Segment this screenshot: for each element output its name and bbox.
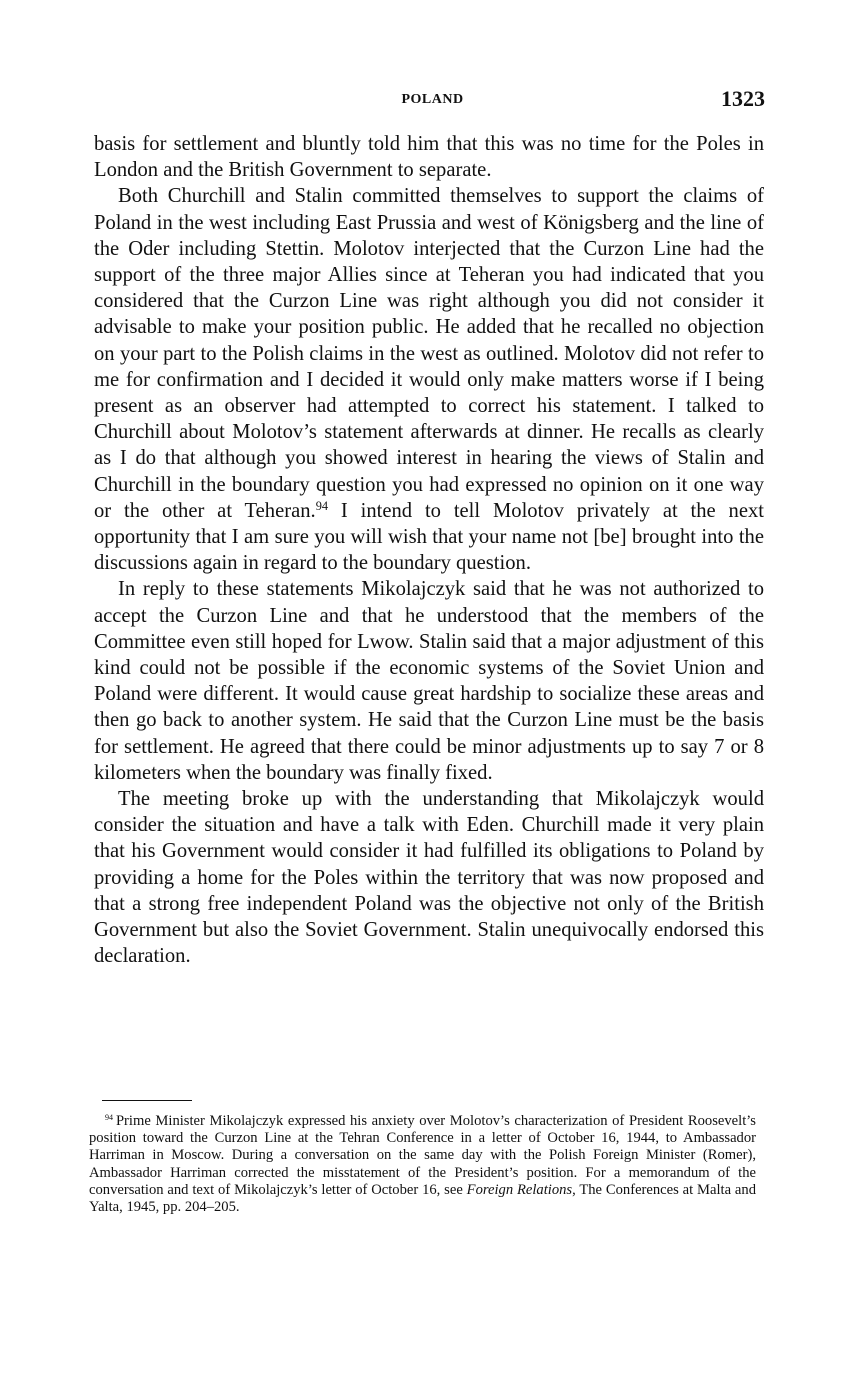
- paragraph-2-continuation: I intend to tell Molotov privately at the next opportunity that I am sure you will wish that your name not [be] brought into the discussions again in regard to the boundary question.: [94, 499, 765, 575]
- page-number: 1323: [721, 86, 765, 111]
- running-title: POLAND: [401, 92, 464, 107]
- paragraph-2: [94, 183, 764, 576]
- body-text: [94, 131, 764, 970]
- paragraph-2-text: Both Churchill and Stalin committed themselves to support the claims of Poland in the west including East Prussia and west of Königsberg and the line of the Oder including Stettin. Molotov interjected that the Curzon Line had the support of the three major Allies since at Teheran you had indicated that you considered that the Curzon Line was right although you did not consider it advisable to make your position public. He added that he recalled no objection on your part to the Polish claims in the west as outlined. Molotov did not refer to me for confirmation and I decided it would only make matters worse if I being present as an observer had attempted to correct his statement. I talked to Churchill about Molotov’s statement afterwards at dinner. He recalls as clearly as I do that although you showed interest in hearing the views of Stalin and Churchill in the boundary question you had expressed no opinion on it one way or the other at Teheran.: [94, 185, 764, 522]
- footnote-divider: [102, 1100, 192, 1101]
- paragraph-1: basis for settlement and bluntly told him that this was no time for the Poles in London and the British Government to separate.: [94, 133, 764, 182]
- footnote-text: Prime Minister Mikolajczyk expressed his anxiety over Molotov’s characterization of President Roosevelt’s position toward the Curzon Line at the Tehran Conference in a letter of October 16, 1944, to Ambassador Harriman in Moscow. During a conversation on the same day with the Polish Foreign Minister (Romer), Ambassador Harriman corrected the misstatement of the President’s position. For a memorandum of the conversation and text of Mikolajczyk’s letter of October 16, see: [89, 1113, 756, 1198]
- footnote: [89, 1113, 756, 1216]
- paragraph-3: In reply to these statements Mikolajczyk said that he was not authorized to accept the Curzon Line and that he understood that the members of the Committee even still hoped for Lwow. Stalin said that a major adjustment of this kind could not be possible if the economic systems of the Soviet Union and Poland were different. It would cause great hardship to socialize these areas and then go back to another system. He said that the Curzon Line must be the basis for settlement. He agreed that there could be minor adjustments up to say 7 or 8 kilometers when the boundary was finally fixed.: [94, 578, 764, 784]
- footnote-text-end: , The Conferences at Malta and Yalta, 1945, pp. 204–205.: [89, 1181, 756, 1216]
- paragraph-4: The meeting broke up with the understanding that Mikolajczyk would consider the situation and have a talk with Eden. Churchill made it very plain that his Government would consider it had fulfilled its obligations to Poland by providing a home for the Poles within the territory that was now proposed and that a strong free independent Poland was the objective not only of the British Government but also the Soviet Government. Stalin unequivocally endorsed this declaration.: [94, 788, 764, 968]
- footnote-number: 94: [105, 1113, 114, 1123]
- footnote-reference[interactable]: 94: [315, 499, 329, 514]
- footnote-italic-title: Foreign Relations: [466, 1181, 573, 1198]
